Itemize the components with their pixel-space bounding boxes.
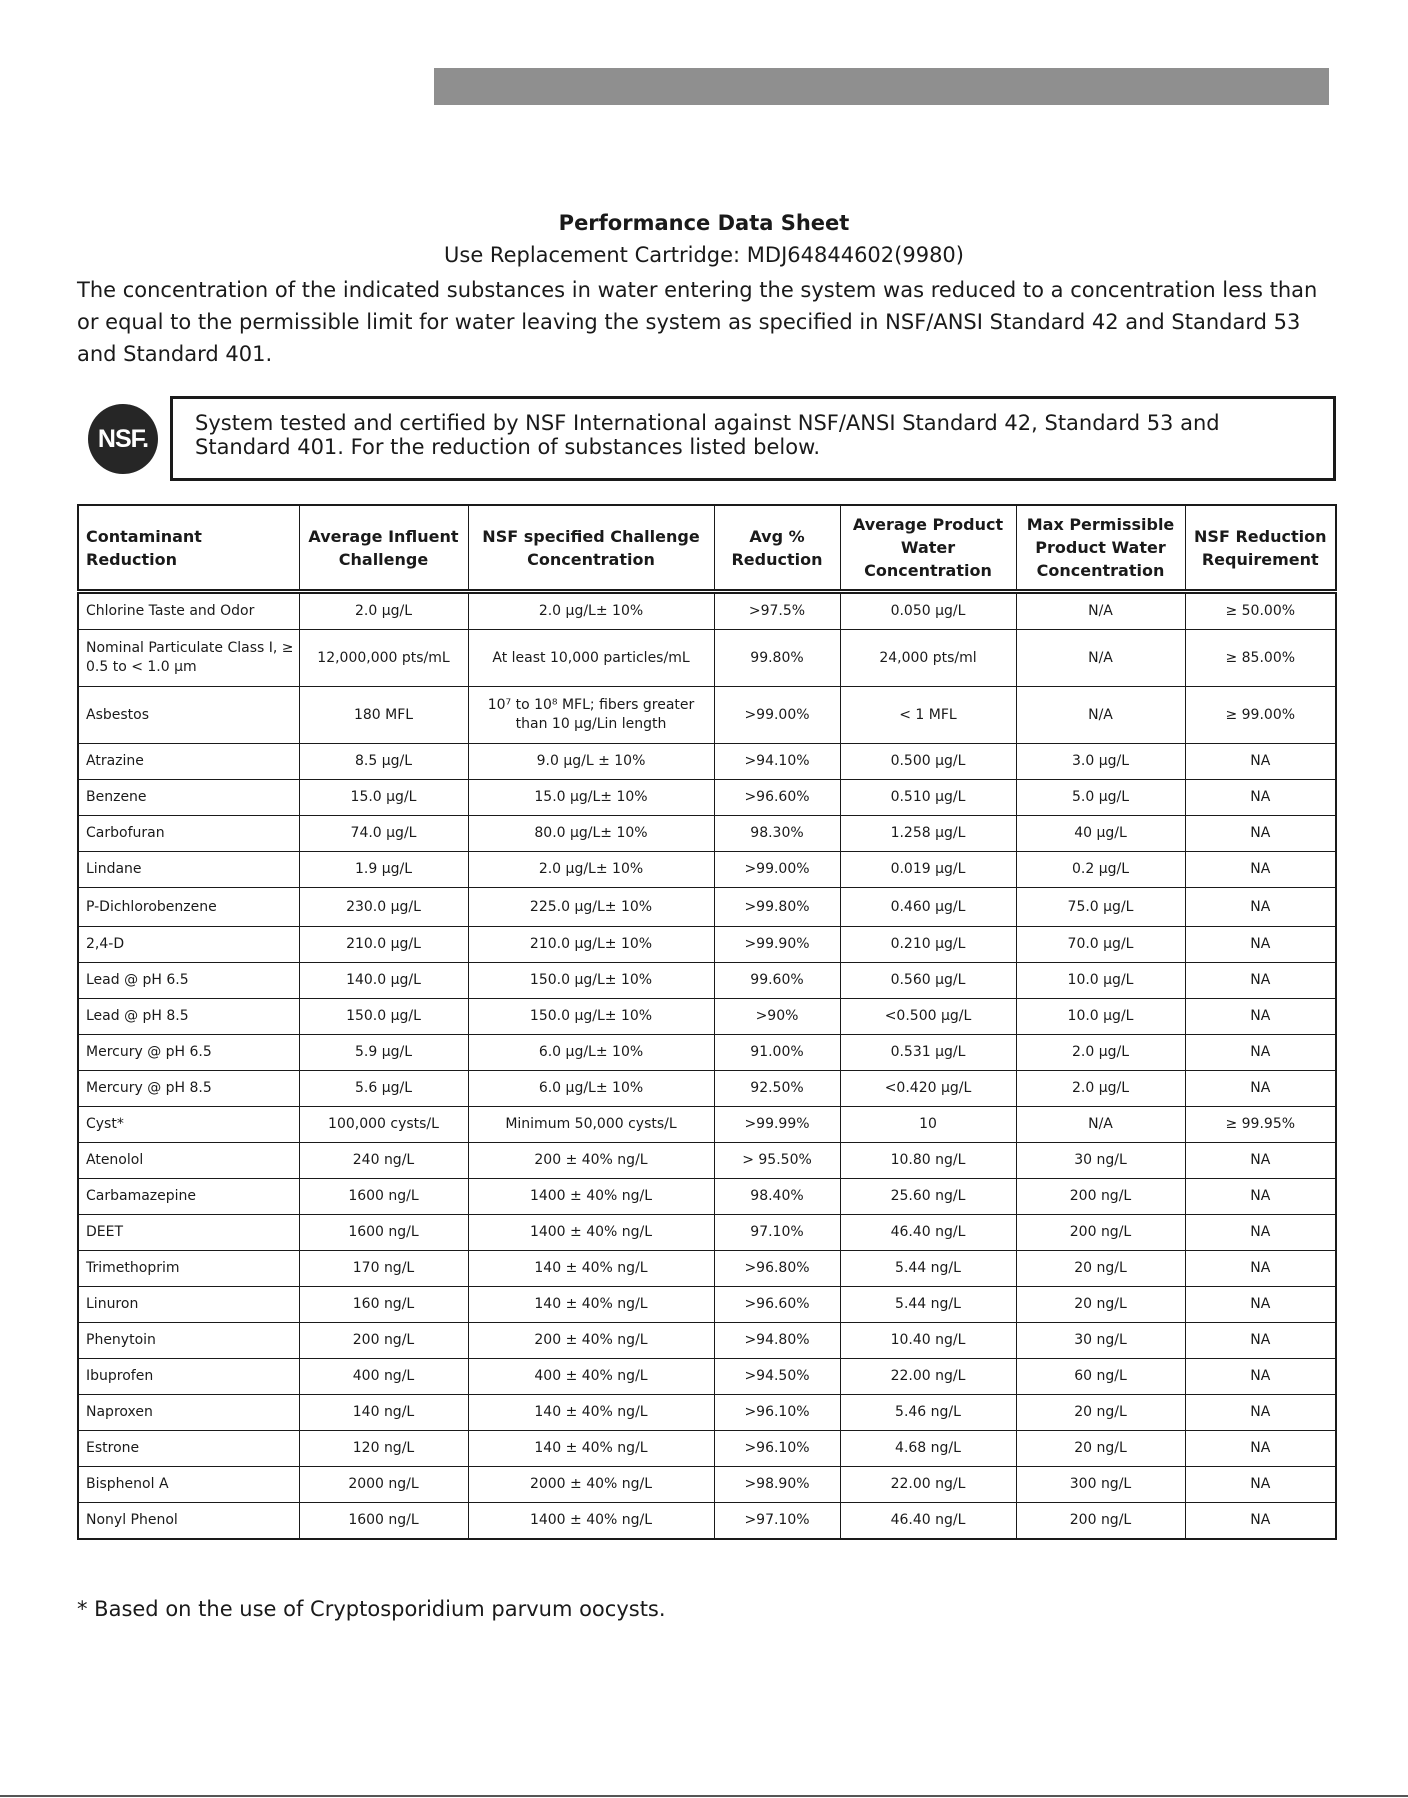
contaminant-name-cell: Estrone <box>78 1431 299 1467</box>
table-cell: < 1 MFL <box>840 687 1016 744</box>
table-cell: N/A <box>1016 1107 1185 1143</box>
table-cell: >99.80% <box>714 888 840 927</box>
contaminant-name-cell: DEET <box>78 1215 299 1251</box>
table-cell: ≥ 85.00% <box>1185 630 1336 687</box>
table-row <box>78 816 1336 852</box>
table-cell: NA <box>1185 1179 1336 1215</box>
contaminant-name-cell: Atrazine <box>78 744 299 780</box>
table-cell: 1600 ng/L <box>299 1215 468 1251</box>
table-cell: >96.80% <box>714 1251 840 1287</box>
contaminant-name-cell: Bisphenol A <box>78 1467 299 1503</box>
table-row <box>78 1251 1336 1287</box>
contaminant-name-cell: Phenytoin <box>78 1323 299 1359</box>
table-cell: 10 <box>840 1107 1016 1143</box>
table-cell: 0.500 µg/L <box>840 744 1016 780</box>
table-cell: NA <box>1185 1251 1336 1287</box>
table-cell: 98.40% <box>714 1179 840 1215</box>
table-cell: 0.460 µg/L <box>840 888 1016 927</box>
table-cell: NA <box>1185 963 1336 999</box>
table-row <box>78 927 1336 963</box>
table-cell: NA <box>1185 888 1336 927</box>
table-cell: NA <box>1185 1503 1336 1540</box>
table-cell: 240 ng/L <box>299 1143 468 1179</box>
table-row <box>78 1071 1336 1107</box>
contaminant-name-cell: Mercury @ pH 8.5 <box>78 1071 299 1107</box>
table-cell: 97.10% <box>714 1215 840 1251</box>
table-cell: NA <box>1185 1395 1336 1431</box>
table-cell: 1.9 µg/L <box>299 852 468 888</box>
table-cell: >97.10% <box>714 1503 840 1540</box>
contaminant-name-cell: Atenolol <box>78 1143 299 1179</box>
contaminant-name-cell: Trimethoprim <box>78 1251 299 1287</box>
table-cell: N/A <box>1016 687 1185 744</box>
table-cell: 20 ng/L <box>1016 1395 1185 1431</box>
intro-paragraph: The concentration of the indicated substances in water entering the system was reduced to a concentration less than or equal to the permissible limit for water leaving the system as specified in NSF/ANSI Standard 42 and Standard 53 and Standard 401. <box>77 278 1318 366</box>
table-cell: 1600 ng/L <box>299 1503 468 1540</box>
column-header: Max Permissible Product Water Concentration <box>1016 505 1185 592</box>
table-cell: NA <box>1185 816 1336 852</box>
footnote: * Based on the use of Cryptosporidium parvum oocysts. <box>77 1597 666 1621</box>
table-cell: At least 10,000 particles/mL <box>468 630 714 687</box>
table-cell: ≥ 99.00% <box>1185 687 1336 744</box>
table-cell: 1400 ± 40% ng/L <box>468 1215 714 1251</box>
table-cell: 22.00 ng/L <box>840 1467 1016 1503</box>
table-cell: <0.500 µg/L <box>840 999 1016 1035</box>
performance-table <box>77 504 1337 1540</box>
table-cell: <0.420 µg/L <box>840 1071 1016 1107</box>
table-row <box>78 888 1336 927</box>
table-cell: 0.510 µg/L <box>840 780 1016 816</box>
table-cell: NA <box>1185 852 1336 888</box>
table-cell: 200 ng/L <box>1016 1503 1185 1540</box>
table-cell: >98.90% <box>714 1467 840 1503</box>
table-row <box>78 1323 1336 1359</box>
table-cell: 2.0 µg/L <box>1016 1071 1185 1107</box>
table-cell: 99.80% <box>714 630 840 687</box>
table-cell: 210.0 µg/L <box>299 927 468 963</box>
table-cell: 400 ± 40% ng/L <box>468 1359 714 1395</box>
table-cell: > 95.50% <box>714 1143 840 1179</box>
table-row <box>78 1467 1336 1503</box>
table-cell: 22.00 ng/L <box>840 1359 1016 1395</box>
table-cell: 60 ng/L <box>1016 1359 1185 1395</box>
contaminant-name-cell: Lindane <box>78 852 299 888</box>
table-cell: 80.0 µg/L± 10% <box>468 816 714 852</box>
contaminant-name-cell: Asbestos <box>78 687 299 744</box>
table-cell: 6.0 µg/L± 10% <box>468 1071 714 1107</box>
table-cell: >99.99% <box>714 1107 840 1143</box>
table-cell: 5.46 ng/L <box>840 1395 1016 1431</box>
table-cell: 160 ng/L <box>299 1287 468 1323</box>
table-cell: 2.0 µg/L± 10% <box>468 852 714 888</box>
table-row <box>78 963 1336 999</box>
contaminant-name-cell: Ibuprofen <box>78 1359 299 1395</box>
table-cell: 70.0 µg/L <box>1016 927 1185 963</box>
table-cell: >99.90% <box>714 927 840 963</box>
table-cell: 20 ng/L <box>1016 1431 1185 1467</box>
table-cell: 300 ng/L <box>1016 1467 1185 1503</box>
table-cell: 5.6 µg/L <box>299 1071 468 1107</box>
table-cell: 200 ng/L <box>299 1323 468 1359</box>
table-cell: 200 ng/L <box>1016 1179 1185 1215</box>
table-cell: 150.0 µg/L <box>299 999 468 1035</box>
table-cell: NA <box>1185 780 1336 816</box>
table-row <box>78 999 1336 1035</box>
table-cell: 75.0 µg/L <box>1016 888 1185 927</box>
table-cell: 24,000 pts/ml <box>840 630 1016 687</box>
column-header: Contaminant Reduction <box>78 505 299 592</box>
header-bar <box>434 68 1329 105</box>
table-cell: 0.560 µg/L <box>840 963 1016 999</box>
table-cell: 0.531 µg/L <box>840 1035 1016 1071</box>
table-cell: 10.0 µg/L <box>1016 999 1185 1035</box>
table-row <box>78 1503 1336 1540</box>
bottom-divider <box>0 1795 1408 1797</box>
contaminant-name-cell: P-Dichlorobenzene <box>78 888 299 927</box>
table-cell: 8.5 µg/L <box>299 744 468 780</box>
table-row <box>78 1179 1336 1215</box>
column-header: Average Influent Challenge <box>299 505 468 592</box>
table-cell: NA <box>1185 1431 1336 1467</box>
column-header: NSF Reduction Requirement <box>1185 505 1336 592</box>
table-cell: >96.60% <box>714 1287 840 1323</box>
table-cell: 74.0 µg/L <box>299 816 468 852</box>
contaminant-name-cell: Mercury @ pH 6.5 <box>78 1035 299 1071</box>
table-cell: 91.00% <box>714 1035 840 1071</box>
table-cell: 230.0 µg/L <box>299 888 468 927</box>
table-cell: 2000 ± 40% ng/L <box>468 1467 714 1503</box>
table-cell: 225.0 µg/L± 10% <box>468 888 714 927</box>
column-header: Average Product Water Concentration <box>840 505 1016 592</box>
table-cell: NA <box>1185 1467 1336 1503</box>
contaminant-name-cell: Carbofuran <box>78 816 299 852</box>
table-row <box>78 1359 1336 1395</box>
table-cell: NA <box>1185 744 1336 780</box>
table-cell: 5.9 µg/L <box>299 1035 468 1071</box>
table-cell: 25.60 ng/L <box>840 1179 1016 1215</box>
table-cell: NA <box>1185 1143 1336 1179</box>
table-cell: >97.5% <box>714 592 840 630</box>
table-cell: 4.68 ng/L <box>840 1431 1016 1467</box>
table-row <box>78 1431 1336 1467</box>
table-cell: 10⁷ to 10⁸ MFL; fibers greater than 10 µg/Lin length <box>468 687 714 744</box>
table-cell: 10.80 ng/L <box>840 1143 1016 1179</box>
table-cell: 1400 ± 40% ng/L <box>468 1179 714 1215</box>
table-cell: 5.44 ng/L <box>840 1287 1016 1323</box>
table-row <box>78 1035 1336 1071</box>
certification-text: System tested and certified by NSF International against NSF/ANSI Standard 42, Standard 53 and Standard 401. For the reduction of substances listed below. <box>195 411 1220 459</box>
table-cell: >96.60% <box>714 780 840 816</box>
page-subtitle: Use Replacement Cartridge: MDJ64844602(9980) <box>444 243 964 267</box>
table-row <box>78 1395 1336 1431</box>
table-cell: 0.210 µg/L <box>840 927 1016 963</box>
table-cell: NA <box>1185 927 1336 963</box>
table-cell: 10.40 ng/L <box>840 1323 1016 1359</box>
table-cell: 15.0 µg/L± 10% <box>468 780 714 816</box>
table-row <box>78 687 1336 744</box>
table-cell: 46.40 ng/L <box>840 1215 1016 1251</box>
contaminant-name-cell: Cyst* <box>78 1107 299 1143</box>
table-cell: 0.2 µg/L <box>1016 852 1185 888</box>
table-row <box>78 852 1336 888</box>
table-cell: 120 ng/L <box>299 1431 468 1467</box>
table-cell: Minimum 50,000 cysts/L <box>468 1107 714 1143</box>
table-cell: 1.258 µg/L <box>840 816 1016 852</box>
table-cell: 30 ng/L <box>1016 1143 1185 1179</box>
column-header: Avg % Reduction <box>714 505 840 592</box>
table-cell: ≥ 50.00% <box>1185 592 1336 630</box>
table-cell: 20 ng/L <box>1016 1287 1185 1323</box>
table-cell: 5.0 µg/L <box>1016 780 1185 816</box>
table-cell: 40 µg/L <box>1016 816 1185 852</box>
table-cell: 15.0 µg/L <box>299 780 468 816</box>
contaminant-name-cell: Lead @ pH 8.5 <box>78 999 299 1035</box>
table-header-row <box>78 505 1336 592</box>
table-cell: 2.0 µg/L <box>299 592 468 630</box>
table-cell: 1600 ng/L <box>299 1179 468 1215</box>
table-cell: 140 ± 40% ng/L <box>468 1431 714 1467</box>
table-cell: 99.60% <box>714 963 840 999</box>
table-cell: 46.40 ng/L <box>840 1503 1016 1540</box>
table-cell: NA <box>1185 1215 1336 1251</box>
table-cell: >99.00% <box>714 687 840 744</box>
table-cell: >90% <box>714 999 840 1035</box>
table-cell: 150.0 µg/L± 10% <box>468 963 714 999</box>
table-row <box>78 1107 1336 1143</box>
table-cell: 12,000,000 pts/mL <box>299 630 468 687</box>
table-cell: 200 ng/L <box>1016 1215 1185 1251</box>
table-cell: 140 ± 40% ng/L <box>468 1251 714 1287</box>
contaminant-name-cell: Lead @ pH 6.5 <box>78 963 299 999</box>
table-row <box>78 1143 1336 1179</box>
column-header: NSF specified Challenge Concentration <box>468 505 714 592</box>
table-cell: 100,000 cysts/L <box>299 1107 468 1143</box>
contaminant-name-cell: Linuron <box>78 1287 299 1323</box>
contaminant-name-cell: Nominal Particulate Class I, ≥ 0.5 to < 1.0 µm <box>78 630 299 687</box>
table-cell: 150.0 µg/L± 10% <box>468 999 714 1035</box>
table-cell: 98.30% <box>714 816 840 852</box>
table-row <box>78 592 1336 630</box>
table-cell: NA <box>1185 1359 1336 1395</box>
table-cell: 2000 ng/L <box>299 1467 468 1503</box>
table-cell: 200 ± 40% ng/L <box>468 1323 714 1359</box>
table-cell: >96.10% <box>714 1431 840 1467</box>
table-cell: 20 ng/L <box>1016 1251 1185 1287</box>
table-cell: 5.44 ng/L <box>840 1251 1016 1287</box>
table-row <box>78 744 1336 780</box>
contaminant-name-cell: Chlorine Taste and Odor <box>78 592 299 630</box>
contaminant-name-cell: 2,4-D <box>78 927 299 963</box>
table-cell: 9.0 µg/L ± 10% <box>468 744 714 780</box>
table-cell: 170 ng/L <box>299 1251 468 1287</box>
table-cell: 140.0 µg/L <box>299 963 468 999</box>
table-cell: ≥ 99.95% <box>1185 1107 1336 1143</box>
table-cell: 10.0 µg/L <box>1016 963 1185 999</box>
table-cell: >94.10% <box>714 744 840 780</box>
table-cell: 3.0 µg/L <box>1016 744 1185 780</box>
nsf-logo: NSF. <box>88 404 158 474</box>
table-cell: NA <box>1185 1071 1336 1107</box>
page-title: Performance Data Sheet <box>558 211 850 235</box>
table-cell: NA <box>1185 999 1336 1035</box>
table-cell: 140 ± 40% ng/L <box>468 1395 714 1431</box>
contaminant-name-cell: Nonyl Phenol <box>78 1503 299 1540</box>
table-row <box>78 630 1336 687</box>
table-cell: 92.50% <box>714 1071 840 1107</box>
table-cell: >94.50% <box>714 1359 840 1395</box>
contaminant-name-cell: Benzene <box>78 780 299 816</box>
table-cell: 30 ng/L <box>1016 1323 1185 1359</box>
table-cell: N/A <box>1016 630 1185 687</box>
table-body <box>78 592 1336 1540</box>
table-cell: 2.0 µg/L <box>1016 1035 1185 1071</box>
table-cell: 6.0 µg/L± 10% <box>468 1035 714 1071</box>
table-cell: 180 MFL <box>299 687 468 744</box>
table-cell: 200 ± 40% ng/L <box>468 1143 714 1179</box>
table-cell: NA <box>1185 1287 1336 1323</box>
contaminant-name-cell: Carbamazepine <box>78 1179 299 1215</box>
table-cell: >96.10% <box>714 1395 840 1431</box>
table-cell: 400 ng/L <box>299 1359 468 1395</box>
table-row <box>78 1215 1336 1251</box>
table-cell: >99.00% <box>714 852 840 888</box>
table-cell: >94.80% <box>714 1323 840 1359</box>
table-cell: 140 ng/L <box>299 1395 468 1431</box>
table-cell: 2.0 µg/L± 10% <box>468 592 714 630</box>
table-cell: 210.0 µg/L± 10% <box>468 927 714 963</box>
table-cell: NA <box>1185 1323 1336 1359</box>
contaminant-name-cell: Naproxen <box>78 1395 299 1431</box>
table-cell: N/A <box>1016 592 1185 630</box>
table-cell: 0.019 µg/L <box>840 852 1016 888</box>
table-row <box>78 1287 1336 1323</box>
certification-box <box>170 396 1336 481</box>
table-row <box>78 780 1336 816</box>
table-cell: 1400 ± 40% ng/L <box>468 1503 714 1540</box>
table-cell: 140 ± 40% ng/L <box>468 1287 714 1323</box>
table-cell: NA <box>1185 1035 1336 1071</box>
table-cell: 0.050 µg/L <box>840 592 1016 630</box>
